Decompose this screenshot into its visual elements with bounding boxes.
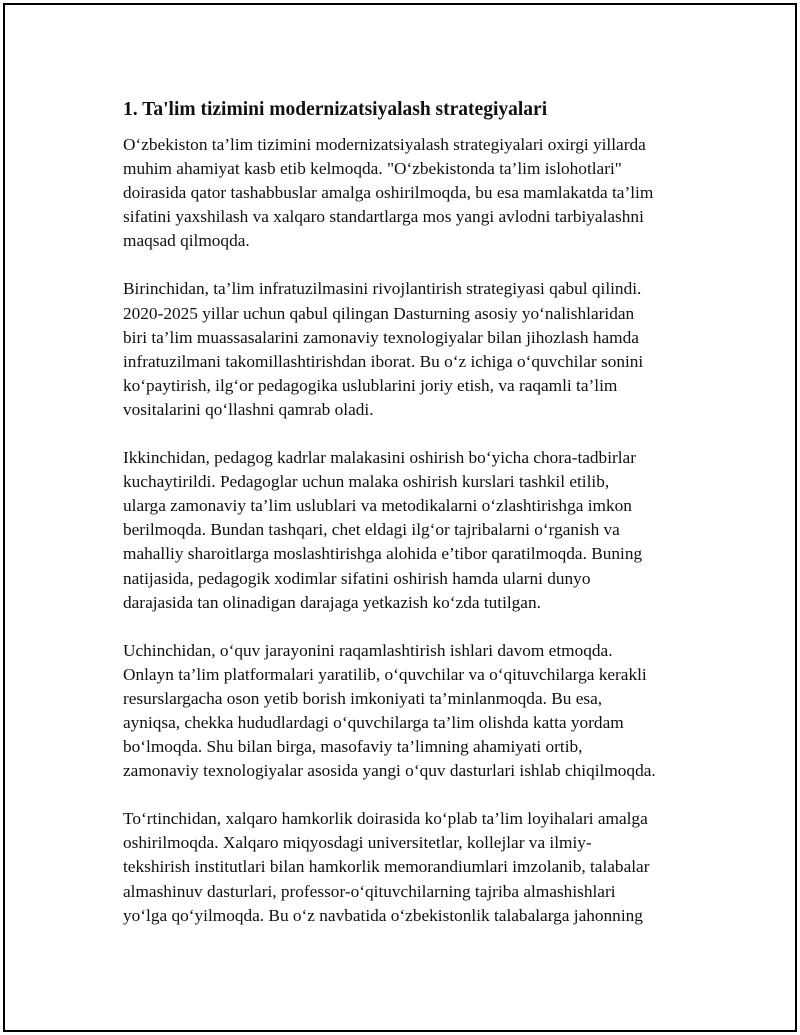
text-line: ayniqsa, chekka hududlardagi o‘quvchilarga ta’lim olishda katta yordam xyxy=(123,712,624,732)
paragraph-third xyxy=(123,639,688,784)
page-frame xyxy=(3,3,797,1032)
document-body xyxy=(123,95,688,952)
paragraph-fourth xyxy=(123,807,688,927)
text-line: Onlayn ta’lim platformalari yaratilib, o‘quvchilar va o‘qituvchilarga kerakli xyxy=(123,664,647,684)
text-line: Birinchidan, ta’lim infratuzilmasini rivojlantirish strategiyasi qabul qilindi. xyxy=(123,279,642,299)
text-line: darajasida tan olinadigan darajaga yetkazish ko‘zda tutilgan. xyxy=(123,592,541,612)
text-line: O‘zbekiston ta’lim tizimini modernizatsiyalash strategiyalari oxirgi yillarda xyxy=(123,135,646,154)
text-line: berilmoqda. Bundan tashqari, chet eldagi ilg‘or tajribalarni o‘rganish va xyxy=(123,520,620,540)
text-line: infratuzilmani takomillashtirishdan iborat. Bu o‘z ichiga o‘quvchilar sonini xyxy=(123,351,644,371)
text-line: Ikkinchidan, pedagog kadrlar malakasini oshirish bo‘yicha chora-tadbirlar xyxy=(123,448,636,468)
text-line: oshirilmoqda. Xalqaro miqyosdagi universitetlar, kollejlar va ilmiy- xyxy=(123,833,592,853)
text-line: 2020-2025 yillar uchun qabul qilingan Dasturning asosiy yo‘nalishlaridan xyxy=(123,303,635,323)
text-line: ko‘paytirish, ilg‘or pedagogika uslublarini joriy etish, va raqamli ta’lim xyxy=(123,375,618,395)
text-line: kuchaytirildi. Pedagoglar uchun malaka oshirish kurslari tashkil etilib, xyxy=(123,472,610,492)
text-line: tekshirish institutlari bilan hamkorlik memorandiumlari imzolanib, talabalar xyxy=(123,857,650,877)
text-line: To‘rtinchidan, xalqaro hamkorlik doirasida ko‘plab ta’lim loyihalari amalga xyxy=(123,809,648,829)
text-line: natijasida, pedagogik xodimlar sifatini oshirish hamda ularni dunyo xyxy=(123,568,591,588)
text-line: vositalarini qo‘llashni qamrab oladi. xyxy=(123,399,374,419)
paragraph-first xyxy=(123,277,688,422)
text-line: mahalliy sharoitlarga moslashtirishga alohida e’tibor qaratilmoqda. Buning xyxy=(123,544,643,564)
text-line: biri ta’lim muassasalarini zamonaviy texnologiyalar bilan jihozlash hamda xyxy=(123,327,639,347)
text-line: ularga zamonaviy ta’lim uslublari va metodikalarni o‘zlashtirishga imkon xyxy=(123,496,632,516)
paragraph-intro xyxy=(123,133,688,253)
paragraph-second xyxy=(123,446,688,615)
text-line: Uchinchidan, o‘quv jarayonini raqamlashtirish ishlari davom etmoqda. xyxy=(123,640,613,660)
text-line: bo‘lmoqda. Shu bilan birga, masofaviy ta’limning ahamiyati ortib, xyxy=(123,737,583,757)
text-line: muhim ahamiyat kasb etib kelmoqda. "O‘zbekistonda ta’lim islohotlari" xyxy=(123,159,622,179)
section-heading: 1. Ta'lim tizimini modernizatsiyalash strategiyalari xyxy=(123,99,548,120)
text-line: almashinuv dasturlari, professor-o‘qituvchilarning tajriba almashishlari xyxy=(123,881,616,901)
text-line: zamonaviy texnologiyalar asosida yangi o‘quv dasturlari ishlab chiqilmoqda. xyxy=(123,761,656,781)
text-line: sifatini yaxshilash va xalqaro standartlarga mos yangi avlodni tarbiyalashni xyxy=(123,207,644,227)
text-line: maqsad qilmoqda. xyxy=(123,231,250,251)
text-line: doirasida qator tashabbuslar amalga oshirilmoqda, bu esa mamlakatda ta’lim xyxy=(123,183,654,203)
text-line: resurslargacha oson yetib borish imkoniyati ta’minlanmoqda. Bu esa, xyxy=(123,688,603,708)
text-line: yo‘lga qo‘yilmoqda. Bu o‘z navbatida o‘zbekistonlik talabalarga jahonning xyxy=(123,905,643,925)
